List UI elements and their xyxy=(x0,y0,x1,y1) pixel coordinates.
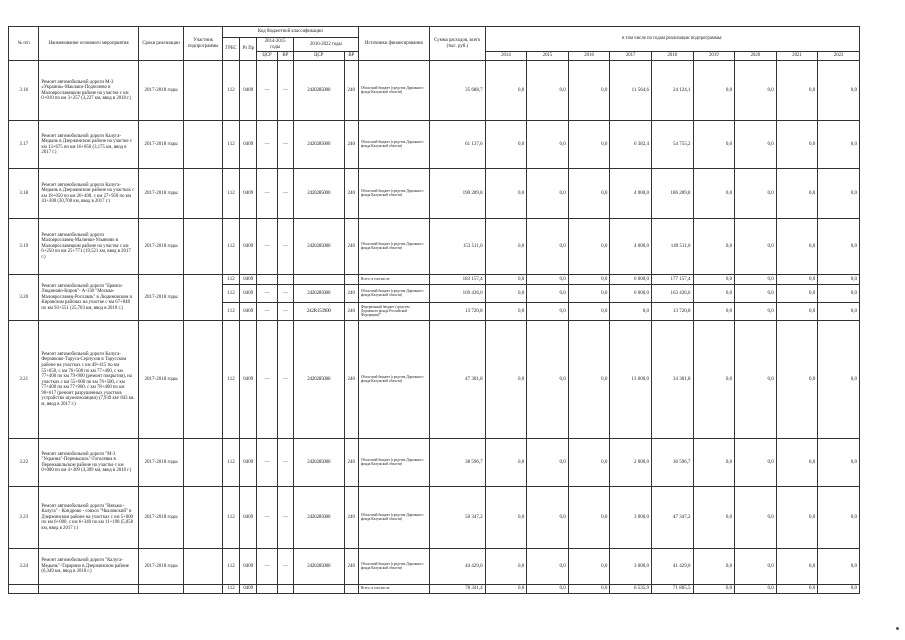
csr-cell: — xyxy=(257,121,277,169)
year-value-cell: 0,0 xyxy=(776,585,818,594)
row-number: 3.21 xyxy=(9,321,39,439)
year-value-cell: 0,0 xyxy=(610,303,652,321)
header-period-2016: 2016-2022 годы xyxy=(293,38,358,52)
year-value-cell: 6 000,0 xyxy=(610,275,652,285)
row-number: 3.23 xyxy=(9,487,39,549)
year-value-cell: 0,0 xyxy=(485,169,527,219)
year-value-cell: 0,0 xyxy=(568,321,610,439)
budget-table xyxy=(8,26,860,594)
vr-cell: 240 xyxy=(344,439,358,487)
source-cell: Областной бюджет (средства Дорожного фонда Калужской области) xyxy=(358,61,429,121)
term-cell: 2017-2018 годы xyxy=(138,219,184,275)
total-cell: 38 596,7 xyxy=(429,439,485,487)
participant-cell xyxy=(184,487,223,549)
vr-cell: 240 xyxy=(344,321,358,439)
year-value-cell: 24 124,1 xyxy=(651,61,693,121)
header-rzpr: Рз Пр xyxy=(240,38,257,61)
grbs-cell: 112 xyxy=(222,439,239,487)
rzpr-cell: 0409 xyxy=(240,303,257,321)
total-cell: 44 429,0 xyxy=(429,549,485,585)
measure-name: Ремонт автомобильной дороги "Калуга-Медынь"-Тарарино в Дзержинском районе (6,349 км, ввод в 2018 г.) xyxy=(39,549,138,585)
source-cell: Областной бюджет (средства Дорожного фонда Калужской области) xyxy=(358,219,429,275)
source-cell: Областной бюджет (средства Дорожного фонда Калужской области) xyxy=(358,169,429,219)
year-value-cell: 0,0 xyxy=(485,285,527,303)
year-value-cell: 0,0 xyxy=(527,169,569,219)
csr-cell: — xyxy=(257,321,277,439)
grbs-cell: 112 xyxy=(222,487,239,549)
table-row xyxy=(9,275,860,285)
year-value-cell: 0,0 xyxy=(693,275,735,285)
header-year: 2014 xyxy=(485,52,527,61)
term-cell: 2017-2018 годы xyxy=(138,321,184,439)
year-value-cell: 0,0 xyxy=(818,439,860,487)
rzpr-cell: 0409 xyxy=(240,275,257,285)
source-cell: Областной бюджет (средства Дорожного фонда Калужской области) xyxy=(358,285,429,303)
vr-cell: — xyxy=(277,439,293,487)
csr-cell xyxy=(257,585,277,594)
rzpr-cell: 0409 xyxy=(240,61,257,121)
rzpr-cell: 0409 xyxy=(240,219,257,275)
source-cell: Федеральный бюджет (средства Дорожного фонда Российской Федерации)* xyxy=(358,303,429,321)
measure-name: Ремонт автомобильной дороги Малоярославец-Малинки-Ульяново в Малоярославецком районе на участке с км 6+250 по км 25+771 (19,521 км, ввод в 2017 г.) xyxy=(39,219,138,275)
row-number xyxy=(9,585,39,594)
header-sources: Источники финансирования xyxy=(358,27,429,61)
source-cell: Областной бюджет (средства Дорожного фонда Калужской области) xyxy=(358,439,429,487)
year-value-cell: 41 429,0 xyxy=(651,549,693,585)
header-vr-1: ВР xyxy=(277,52,293,61)
measure-name: Ремонт автомобильной дороги Калуга-Медынь в Дзержинском районе на участках с км 18+050 по км 26+400, с км 27+950 по км 43+300 (30,700 км, ввод в 2017 г.) xyxy=(39,169,138,219)
vr-cell: 240 xyxy=(344,61,358,121)
year-value-cell: 0,0 xyxy=(527,303,569,321)
csr-cell: — xyxy=(257,303,277,321)
measure-name: Ремонт автомобильной дороги Калуга-Медынь в Дзержинском районе на участке с км 13+675 по км 16+850 (3,175 км, ввод в 2017 г.) xyxy=(39,121,138,169)
year-value-cell: 0,0 xyxy=(527,321,569,439)
term-cell: 2017-2018 годы xyxy=(138,439,184,487)
header-csr-1: ЦСР xyxy=(257,52,277,61)
year-value-cell: 0,0 xyxy=(485,61,527,121)
csr-cell xyxy=(293,275,344,285)
year-value-cell: 0,0 xyxy=(776,439,818,487)
year-value-cell: 36 596,7 xyxy=(651,439,693,487)
year-value-cell: 0,0 xyxy=(693,285,735,303)
scan-dot xyxy=(896,627,899,630)
total-cell: 35 688,7 xyxy=(429,61,485,121)
header-term: Сроки реализации xyxy=(138,27,184,61)
table-row xyxy=(9,549,860,585)
year-value-cell: 0,0 xyxy=(485,275,527,285)
total-cell: 13 720,8 xyxy=(429,303,485,321)
year-value-cell: 6 382,4 xyxy=(610,121,652,169)
vr-cell: — xyxy=(277,303,293,321)
year-value-cell: 3 000,0 xyxy=(610,487,652,549)
csr-cell: 2420285000 xyxy=(293,487,344,549)
year-value-cell: 13 000,0 xyxy=(610,321,652,439)
grbs-cell: 112 xyxy=(222,321,239,439)
year-value-cell: 4 000,0 xyxy=(610,169,652,219)
header-year: 2017 xyxy=(610,52,652,61)
header-period-2014: 2014-2015 годы xyxy=(257,38,294,52)
rzpr-cell: 0409 xyxy=(240,121,257,169)
row-number: 3.22 xyxy=(9,439,39,487)
year-value-cell: 0,0 xyxy=(776,487,818,549)
year-value-cell: 0,0 xyxy=(568,285,610,303)
year-value-cell: 0,0 xyxy=(818,169,860,219)
participant-cell xyxy=(184,439,223,487)
term-cell: 2017-2018 годы xyxy=(138,169,184,219)
year-value-cell: 71 805,5 xyxy=(651,585,693,594)
year-value-cell: 0,0 xyxy=(485,487,527,549)
csr-cell: — xyxy=(257,487,277,549)
table-row xyxy=(9,321,860,439)
csr-cell: 2420285000 xyxy=(293,439,344,487)
header-year: 2022 xyxy=(818,52,860,61)
row-number: 3.20 xyxy=(9,275,39,321)
year-value-cell: 0,0 xyxy=(776,549,818,585)
year-value-cell: 0,0 xyxy=(776,169,818,219)
year-value-cell: 0,0 xyxy=(818,219,860,275)
year-value-cell: 0,0 xyxy=(527,285,569,303)
header-year: 2018 xyxy=(651,52,693,61)
total-cell: 50 347,2 xyxy=(429,487,485,549)
year-value-cell: 0,0 xyxy=(735,169,777,219)
year-value-cell: 6 535,9 xyxy=(610,585,652,594)
rzpr-cell: 0409 xyxy=(240,169,257,219)
year-value-cell: 0,0 xyxy=(485,303,527,321)
csr-cell: — xyxy=(257,285,277,303)
year-value-cell: 186 289,8 xyxy=(651,169,693,219)
source-cell: Областной бюджет (средства Дорожного фонда Калужской области) xyxy=(358,321,429,439)
measure-name: Ремонт автомобильной дороги "Вязьма - Калуга" - Кондрово - совхоз "Чкаловский" в Дзержинском районе на участках с км 5+000 по км 6+000, с км 6+340 по км 11+198 (5,858 км, ввод в 2017 г.) xyxy=(39,487,138,549)
rzpr-cell: 0409 xyxy=(240,285,257,303)
table-row xyxy=(9,439,860,487)
table-row xyxy=(9,169,860,219)
measure-name: Ремонт автомобильной дороги "Брянск-Людиново-Киров"- А-130 "Москва-Малоярославец-Рославль" в Людиновском и Кировском районах на участке с км 67+848 по км 93+551 (25,703 км, ввод в 2018 г.) xyxy=(39,275,138,321)
header-year: 2020 xyxy=(735,52,777,61)
csr-cell: 2420285000 xyxy=(293,285,344,303)
total-cell: 153 511,0 xyxy=(429,219,485,275)
csr-cell: — xyxy=(257,439,277,487)
grbs-cell: 112 xyxy=(222,285,239,303)
year-value-cell: 6 000,0 xyxy=(610,285,652,303)
year-value-cell: 0,0 xyxy=(735,487,777,549)
year-value-cell: 0,0 xyxy=(568,549,610,585)
table-row xyxy=(9,585,860,594)
vr-cell: 240 xyxy=(344,219,358,275)
year-value-cell: 0,0 xyxy=(776,321,818,439)
header-total: Сумма расходов, всего (тыс. руб.) xyxy=(429,27,485,61)
participant-cell xyxy=(184,219,223,275)
vr-cell: 240 xyxy=(344,487,358,549)
csr-cell: — xyxy=(257,169,277,219)
table-row xyxy=(9,121,860,169)
vr-cell: — xyxy=(277,321,293,439)
vr-cell: 240 xyxy=(344,169,358,219)
year-value-cell: 0,0 xyxy=(527,585,569,594)
year-value-cell: 0,0 xyxy=(568,61,610,121)
year-value-cell: 163 436,6 xyxy=(651,285,693,303)
year-value-cell: 0,0 xyxy=(485,439,527,487)
year-value-cell: 0,0 xyxy=(776,61,818,121)
participant-cell xyxy=(184,321,223,439)
csr-cell: 2420285000 xyxy=(293,321,344,439)
year-value-cell: 0,0 xyxy=(818,585,860,594)
total-cell: 47 301,8 xyxy=(429,321,485,439)
year-value-cell: 0,0 xyxy=(735,303,777,321)
rzpr-cell: 0409 xyxy=(240,321,257,439)
year-value-cell: 0,0 xyxy=(485,585,527,594)
measure-name xyxy=(39,585,138,594)
term-cell: 2017-2018 годы xyxy=(138,487,184,549)
year-value-cell: 0,0 xyxy=(693,169,735,219)
header-year: 2015 xyxy=(527,52,569,61)
year-value-cell: 0,0 xyxy=(693,585,735,594)
year-value-cell: 0,0 xyxy=(568,275,610,285)
year-value-cell: 0,0 xyxy=(485,321,527,439)
year-value-cell: 0,0 xyxy=(735,275,777,285)
year-value-cell: 0,0 xyxy=(735,439,777,487)
grbs-cell: 112 xyxy=(222,303,239,321)
vr-cell: — xyxy=(277,121,293,169)
vr-cell: 240 xyxy=(344,285,358,303)
header-name: Наименование основного мероприятия xyxy=(39,27,138,61)
vr-cell: — xyxy=(277,549,293,585)
participant-cell xyxy=(184,121,223,169)
header-num: № п/п xyxy=(9,27,39,61)
csr-cell xyxy=(257,275,277,285)
rzpr-cell: 0409 xyxy=(240,585,257,594)
csr-cell: 2420285000 xyxy=(293,549,344,585)
year-value-cell: 0,0 xyxy=(693,303,735,321)
source-cell: Всего, в том числе: xyxy=(358,275,429,285)
year-value-cell: 3 000,0 xyxy=(610,549,652,585)
row-number: 3.19 xyxy=(9,219,39,275)
year-value-cell: 0,0 xyxy=(818,275,860,285)
rzpr-cell: 0409 xyxy=(240,549,257,585)
header-csr-2: ЦСР xyxy=(293,52,344,61)
vr-cell: — xyxy=(277,219,293,275)
vr-cell: 240 xyxy=(344,121,358,169)
year-value-cell: 0,0 xyxy=(527,439,569,487)
table-row xyxy=(9,219,860,275)
year-value-cell: 0,0 xyxy=(818,61,860,121)
vr-cell: — xyxy=(277,285,293,303)
rzpr-cell: 0409 xyxy=(240,439,257,487)
year-value-cell: 0,0 xyxy=(735,121,777,169)
year-value-cell: 0,0 xyxy=(568,169,610,219)
participant-cell xyxy=(184,275,223,321)
year-value-cell: 0,0 xyxy=(693,61,735,121)
year-value-cell: 0,0 xyxy=(568,487,610,549)
header-by-years: в том числе по годам реализации подпрограммы: xyxy=(485,27,859,52)
year-value-cell: 54 755,2 xyxy=(651,121,693,169)
grbs-cell: 112 xyxy=(222,585,239,594)
csr-cell: — xyxy=(257,549,277,585)
year-value-cell: 0,0 xyxy=(568,439,610,487)
vr-cell xyxy=(344,275,358,285)
year-value-cell: 0,0 xyxy=(527,275,569,285)
year-value-cell: 0,0 xyxy=(485,549,527,585)
term-cell: 2017-2018 годы xyxy=(138,549,184,585)
csr-cell: 2420285000 xyxy=(293,121,344,169)
header-grbs: ГРБС xyxy=(222,38,239,61)
participant-cell xyxy=(184,169,223,219)
year-value-cell: 0,0 xyxy=(568,219,610,275)
header-participants: Участник подпрограммы xyxy=(184,27,223,61)
year-value-cell: 0,0 xyxy=(693,321,735,439)
source-cell: Областной бюджет (средства Дорожного фонда Калужской области) xyxy=(358,121,429,169)
year-value-cell: 177 157,4 xyxy=(651,275,693,285)
year-value-cell: 47 347,2 xyxy=(651,487,693,549)
participant-cell xyxy=(184,61,223,121)
total-cell: 169 436,6 xyxy=(429,285,485,303)
term-cell: 2017-2018 годы xyxy=(138,121,184,169)
vr-cell: — xyxy=(277,169,293,219)
source-cell: Областной бюджет (средства Дорожного фонда Калужской области) xyxy=(358,549,429,585)
year-value-cell: 2 000,0 xyxy=(610,439,652,487)
csr-cell: — xyxy=(257,61,277,121)
year-value-cell: 0,0 xyxy=(776,121,818,169)
grbs-cell: 112 xyxy=(222,169,239,219)
year-value-cell: 0,0 xyxy=(527,549,569,585)
year-value-cell: 0,0 xyxy=(776,303,818,321)
year-value-cell: 4 000,0 xyxy=(610,219,652,275)
grbs-cell: 112 xyxy=(222,275,239,285)
total-cell: 183 157,4 xyxy=(429,275,485,285)
year-value-cell: 0,0 xyxy=(568,585,610,594)
rzpr-cell: 0409 xyxy=(240,487,257,549)
total-cell: 78 341,4 xyxy=(429,585,485,594)
header-year: 2019 xyxy=(693,52,735,61)
year-value-cell: 0,0 xyxy=(485,121,527,169)
grbs-cell: 112 xyxy=(222,549,239,585)
year-value-cell: 11 564,6 xyxy=(610,61,652,121)
table-row xyxy=(9,61,860,121)
grbs-cell: 112 xyxy=(222,61,239,121)
year-value-cell: 0,0 xyxy=(693,487,735,549)
year-value-cell: 0,0 xyxy=(776,275,818,285)
year-value-cell: 0,0 xyxy=(527,487,569,549)
year-value-cell: 0,0 xyxy=(693,549,735,585)
vr-cell: 240 xyxy=(344,549,358,585)
vr-cell xyxy=(277,585,293,594)
year-value-cell: 149 511,0 xyxy=(651,219,693,275)
participant-cell xyxy=(184,585,223,594)
year-value-cell: 0,0 xyxy=(735,321,777,439)
row-number: 3.18 xyxy=(9,169,39,219)
source-cell: Всего, в том числе: xyxy=(358,585,429,594)
table-row xyxy=(9,487,860,549)
vr-cell xyxy=(344,585,358,594)
header-year: 2021 xyxy=(776,52,818,61)
year-value-cell: 0,0 xyxy=(693,439,735,487)
total-cell: 61 137,6 xyxy=(429,121,485,169)
year-value-cell: 0,0 xyxy=(735,585,777,594)
term-cell xyxy=(138,585,184,594)
year-value-cell: 0,0 xyxy=(818,487,860,549)
header-vr-2: ВР xyxy=(344,52,358,61)
vr-cell: — xyxy=(277,61,293,121)
grbs-cell: 112 xyxy=(222,121,239,169)
year-value-cell: 0,0 xyxy=(527,121,569,169)
vr-cell: 240 xyxy=(344,303,358,321)
row-number: 3.16 xyxy=(9,61,39,121)
csr-cell: 2420285000 xyxy=(293,61,344,121)
term-cell: 2017-2018 годы xyxy=(138,275,184,321)
csr-cell: 2420285000 xyxy=(293,169,344,219)
csr-cell: 242R153900 xyxy=(293,303,344,321)
year-value-cell: 0,0 xyxy=(776,219,818,275)
csr-cell: 2420285000 xyxy=(293,219,344,275)
grbs-cell: 112 xyxy=(222,219,239,275)
participant-cell xyxy=(184,549,223,585)
year-value-cell: 13 720,8 xyxy=(651,303,693,321)
year-value-cell: 0,0 xyxy=(735,549,777,585)
row-number: 3.17 xyxy=(9,121,39,169)
year-value-cell: 0,0 xyxy=(818,321,860,439)
row-number: 3.24 xyxy=(9,549,39,585)
total-cell: 190 289,8 xyxy=(429,169,485,219)
year-value-cell: 0,0 xyxy=(527,61,569,121)
source-cell: Областной бюджет (средства Дорожного фонда Калужской области) xyxy=(358,487,429,549)
year-value-cell: 0,0 xyxy=(735,219,777,275)
header-year: 2016 xyxy=(568,52,610,61)
year-value-cell: 0,0 xyxy=(818,303,860,321)
year-value-cell: 0,0 xyxy=(735,285,777,303)
measure-name: Ремонт автомобильной дороги "М-3 "Украина"-Перемышль"-Гоголевка в Перемышльском районе на участке с км 0+000 по км 4+309 (4,309 км, ввод в 2018 г.) xyxy=(39,439,138,487)
year-value-cell: 0,0 xyxy=(818,549,860,585)
vr-cell xyxy=(277,275,293,285)
csr-cell xyxy=(293,585,344,594)
term-cell: 2017-2018 годы xyxy=(138,61,184,121)
vr-cell: — xyxy=(277,487,293,549)
year-value-cell: 0,0 xyxy=(818,121,860,169)
year-value-cell: 0,0 xyxy=(735,61,777,121)
year-value-cell: 0,0 xyxy=(818,285,860,303)
year-value-cell: 0,0 xyxy=(693,121,735,169)
year-value-cell: 0,0 xyxy=(568,303,610,321)
measure-name: Ремонт автомобильной дороги Калуга-Ферзиково-Таруса-Серпухов в Тарусском районе на участках с км 49+415 по км 55+650, с км 76+500 по км 77+400, с км 77+400 по км 79+900 (ремонт покрытия), на участках с км 55+600 по км 76+500, с км 77+400 по км 77+900, с км 78+400 по км 90+617 (ремонт разрушенных участков устройство шумоизоляции) (7,939 км/ 843 кв. м, ввод в 2017 г.) xyxy=(39,321,138,439)
year-value-cell: 0,0 xyxy=(485,219,527,275)
csr-cell: — xyxy=(257,219,277,275)
year-value-cell: 0,0 xyxy=(776,285,818,303)
year-value-cell: 34 301,8 xyxy=(651,321,693,439)
year-value-cell: 0,0 xyxy=(568,121,610,169)
year-value-cell: 0,0 xyxy=(693,219,735,275)
year-value-cell: 0,0 xyxy=(527,219,569,275)
header-budget-code: Код бюджетной классификации xyxy=(222,27,358,38)
measure-name: Ремонт автомобильной дороги М-3 «Украина»-Маклаки-Подполево в Малоярославецком районе на участке с км 0+010 по км 3+257 (3,227 км, ввод в 2018 г.) xyxy=(39,61,138,121)
